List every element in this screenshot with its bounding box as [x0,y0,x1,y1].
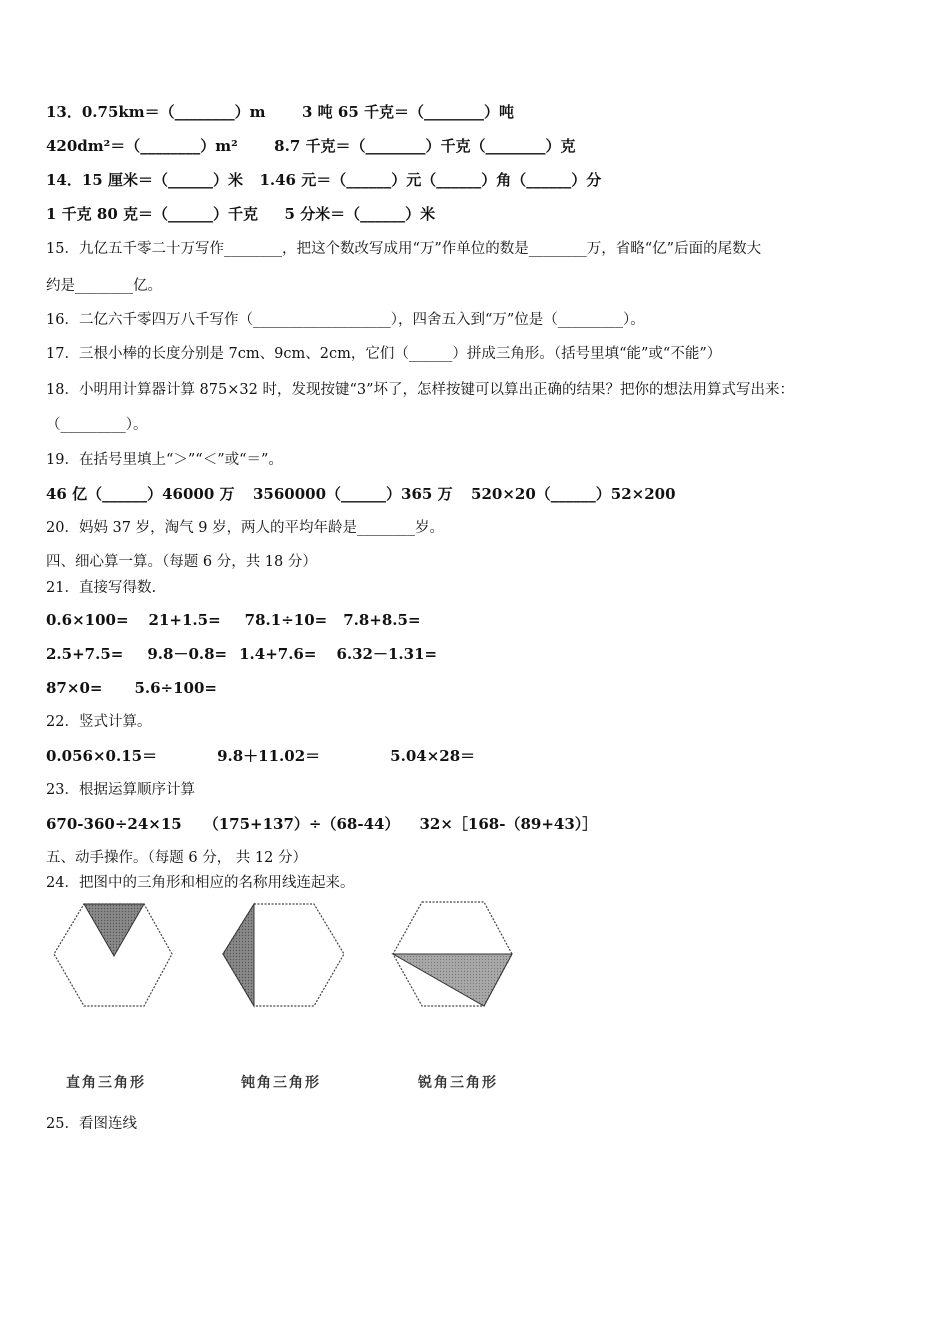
figure-hexagon-3[interactable] [393,902,512,1006]
q19-item: 46 亿（______）46000 万 [46,485,235,503]
q21-item: 9.8－0.8= [147,645,228,663]
q13b-part-a: 420dm²＝（________）m² [46,137,238,155]
q16-line: 16．二亿六千零四万八千写作（___________________），四舍五入到“万”位是（_________）。 [46,312,645,328]
q23-items [46,814,597,834]
q13b-part-b: 8.7 千克＝（________）千克（________）克 [274,137,576,155]
section-5-heading: 五、动手操作。（每题 6 分， 共 12 分） [46,850,307,866]
q18-line-1: 18．小明用计算器计算 875×32 时，发现按键“3”坏了，怎样按键可以算出正确的结果？把你的想法用算式写出来： [46,382,794,398]
q14b-part-b: 5 分米＝（______）米 [284,205,436,223]
q19-item: 520×20（______）52×200 [471,485,676,503]
q14-part-b: 1.46 元＝（______）元（______）角（______）分 [259,171,602,189]
q13-part-a: 13．0.75km＝（________）m [46,103,266,121]
q21-item: 1.4+7.6= [239,645,317,663]
hexagon-figures [46,895,526,1015]
q24-title: 24．把图中的三角形和相应的名称用线连起来。 [46,875,355,891]
q19-title: 19．在括号里填上“＞”“＜”或“＝”。 [46,452,283,468]
q22-item: 5.04×28＝ [390,747,476,765]
label-obtuse-triangle[interactable]: 钝角三角形 [241,1075,321,1091]
q14-line [46,170,601,190]
q21-row-3 [46,678,217,698]
q23-item: （175+137）÷（68-44） [203,815,400,833]
q21-item: 87×0= [46,679,103,697]
q22-item: 9.8＋11.02＝ [217,747,321,765]
q13-part-b: 3 吨 65 千克＝（________）吨 [302,103,514,121]
q22-item: 0.056×0.15＝ [46,747,158,765]
q19-items [46,484,676,504]
q21-item: 2.5+7.5= [46,645,124,663]
q14b-part-a: 1 千克 80 克＝（______）千克 [46,205,258,223]
q13-line [46,102,514,122]
figure-hexagon-2[interactable] [223,904,344,1006]
q21-item: 6.32－1.31= [336,645,438,663]
q13b-line [46,136,575,156]
q23-item: 670-360÷24×15 [46,815,182,833]
q21-title: 21．直接写得数. [46,580,157,596]
figure-hexagon-1[interactable] [54,904,172,1006]
q21-item: 7.8+8.5= [343,611,421,629]
q22-title: 22．竖式计算。 [46,714,152,730]
q20-line: 20．妈妈 37 岁，淘气 9 岁，两人的平均年龄是________岁。 [46,520,445,536]
q21-row-1 [46,610,421,630]
q14b-line [46,204,435,224]
section-4-heading: 四、细心算一算。（每题 6 分，共 18 分） [46,554,317,570]
q21-item: 5.6÷100= [134,679,217,697]
q23-item: 32×［168-（89+43）］ [419,815,598,833]
q15-line-2: 约是________亿。 [46,278,162,294]
q18-line-2: （_________）。 [46,417,148,433]
q22-items [46,746,475,766]
q21-item: 0.6×100= [46,611,129,629]
q21-item: 78.1÷10= [244,611,328,629]
q21-item: 21+1.5= [148,611,221,629]
q14-part-a: 14．15 厘米＝（______）米 [46,171,243,189]
q19-item: 3560000（______）365 万 [252,485,453,503]
q23-title: 23．根据运算顺序计算 [46,782,195,798]
q17-line: 17．三根小棒的长度分别是 7cm、9cm、2cm，它们（______）拼成三角形。（括号里填“能”或“不能”） [46,346,722,362]
q21-row-2 [46,644,437,664]
q15-line-1: 15．九亿五千零二十万写作________，把这个数改写成用“万”作单位的数是________万，省略“亿”后面的尾数大 [46,241,762,257]
label-right-triangle[interactable]: 直角三角形 [66,1075,146,1091]
label-acute-triangle[interactable]: 锐角三角形 [418,1075,498,1091]
q25-title: 25．看图连线 [46,1116,137,1132]
